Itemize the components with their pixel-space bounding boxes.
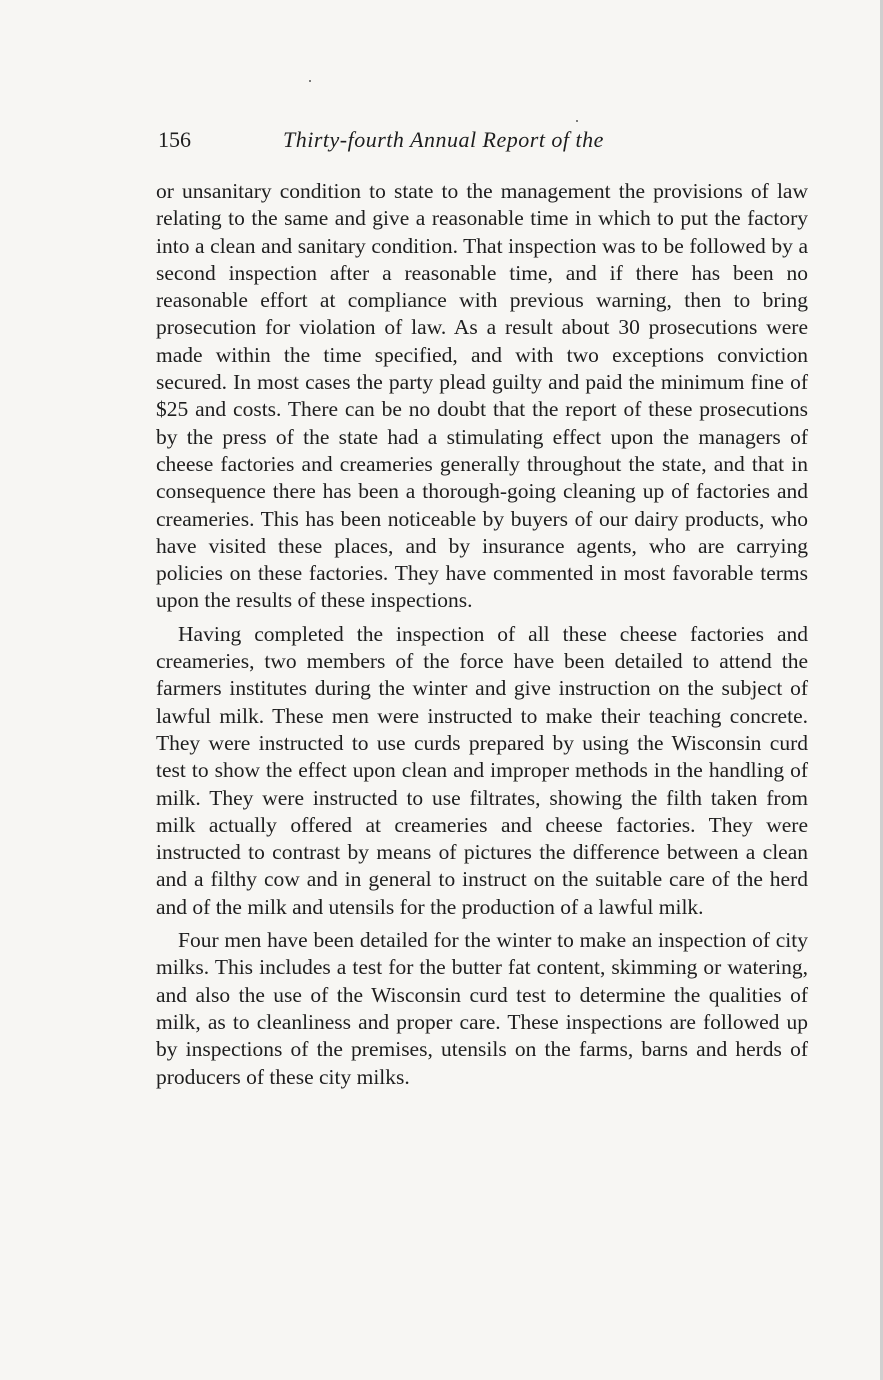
scan-speck — [576, 120, 578, 122]
paragraph-farmers-institutes: Having completed the inspection of all these cheese factories and creameries, two members of the force have been detailed to attend the farmers institutes during the winter and give instruction on the subject of lawful milk. These men were instructed to make their teaching concrete. They were instructed to use curds prepared by using the Wisconsin curd test to show the effect upon clean and improper methods in the handling of milk. They were instructed to use filtrates, showing the filth taken from milk actually offered at creameries and cheese factories. They were instructed to contrast by means of pictures the difference between a clean and a filthy cow and in general to instruct on the suitable care of the herd and of the milk and utensils for the production of a lawful milk. — [156, 621, 808, 919]
running-title: Thirty-fourth Annual Report of the — [283, 127, 604, 152]
paragraph-continuation: or unsanitary condition to state to the management the provisions of law relating to the same and give a reasonable time in which to put the factory into a clean and sanitary condition. That inspection was to be followed by a second inspection after a reasonable time, and if there has been no reasonable effort at compliance with previous warning, then to bring prosecution for violation of law. As a result about 30 prosecutions were made within the time specified, and with two exceptions conviction secured. In most cases the party plead guilty and paid the minimum fine of $25 and costs. There can be no doubt that the report of these prosecutions by the press of the state had a stimulating effect upon the managers of cheese factories and creameries generally throughout the state, and that in consequence there has been a thorough-going cleaning up of factories and creameries. This has been noticeable by buyers of our dairy products, who have visited these places, and by insurance agents, who are carrying policies on these factories. They have commented in most favorable terms upon the results of these inspections. — [156, 179, 808, 613]
page-number: 156 — [158, 127, 191, 152]
scan-speck — [309, 80, 311, 82]
running-head — [158, 124, 688, 156]
paragraph-city-milks: Four men have been detailed for the winter to make an inspection of city milks. This includes a test for the butter fat content, skimming or watering, and also the use of the Wisconsin curd test to determine the qualities of milk, as to cleanliness and proper care. These inspections are followed up by inspections of the premises, utensils on the farms, barns and herds of producers of these city milks. — [156, 928, 808, 1089]
body-text — [156, 178, 808, 1097]
